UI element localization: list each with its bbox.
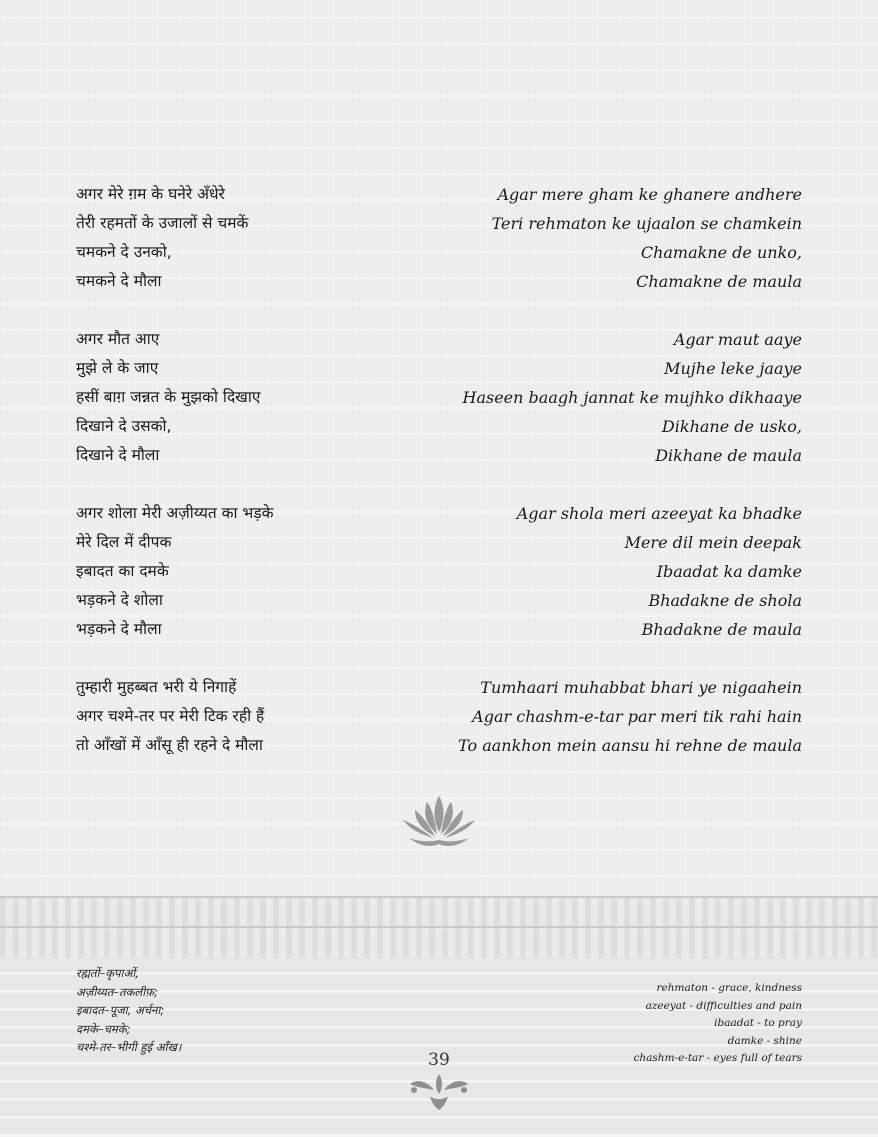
hindi-glossary <box>76 964 396 1057</box>
stanza-gap <box>422 644 802 673</box>
glossary-entry: इबादत–पूजा, अर्चना; <box>76 1003 165 1017</box>
lyric-line: Tumhaari muhabbat bhari ye nigaahein <box>480 678 802 697</box>
lyric-line: दिखाने दे उसको, <box>76 417 172 435</box>
lotus-ornament-icon <box>397 792 481 852</box>
lyric-line: Agar chashm-e-tar par meri tik rahi hain <box>472 707 802 726</box>
lyric-line: तो आँखों में आँसू ही रहने दे मौला <box>76 736 263 754</box>
glossary-entry: azeeyat - difficulties and pain <box>645 999 802 1012</box>
lyric-line: तेरी रहमतों के उजालों से चमकें <box>76 214 249 232</box>
stanza-gap <box>422 296 802 325</box>
glossary-entry: रह्मतों–कृपाओं, <box>76 966 139 980</box>
stanza-gap <box>76 644 436 673</box>
ornamental-border <box>0 898 878 958</box>
lyric-line: Mere dil mein deepak <box>624 533 802 552</box>
glossary-entry: दमके–चमके; <box>76 1021 131 1036</box>
lyric-line: चमकने दे मौला <box>76 272 162 290</box>
lyric-line: Ibaadat ka damke <box>656 562 802 581</box>
lyric-line: Mujhe leke jaaye <box>664 359 802 378</box>
lyric-line: Chamakne de unko, <box>640 243 802 262</box>
lyric-line: दिखाने दे मौला <box>76 446 160 464</box>
lyric-line: तुम्हारी मुहब्बत भरी ये निगाहें <box>76 678 237 696</box>
stanza-gap <box>76 470 436 499</box>
lyric-line: भड़कने दे शोला <box>76 591 163 609</box>
glossary-entry: damke - shine <box>727 1034 802 1047</box>
lyric-line: Agar shola meri azeeyat ka bhadke <box>516 504 802 523</box>
lyric-line: To aankhon mein aansu hi rehne de maula <box>458 736 802 755</box>
border-rule-bottom <box>0 926 878 928</box>
glossary-entry: chashm-e-tar - eyes full of tears <box>633 1052 802 1064</box>
lyric-line: इबादत का दमके <box>76 562 169 580</box>
lyric-line: Dikhane de usko, <box>661 417 802 436</box>
lyric-line: Haseen baagh jannat ke mujhko dikhaaye <box>462 388 802 407</box>
lyric-line: अगर चश्मे-तर पर मेरी टिक रही हैं <box>76 707 265 725</box>
lyric-line: Bhadakne de shola <box>648 591 802 610</box>
stanza-gap <box>422 470 802 499</box>
lyric-line: Agar maut aaye <box>673 330 802 349</box>
lyric-line: Dikhane de maula <box>655 446 802 465</box>
lyric-line: मेरे दिल में दीपक <box>76 533 172 551</box>
roman-glossary <box>482 980 802 1068</box>
lyric-line: Bhadakne de maula <box>641 620 802 639</box>
lyric-line: अगर मौत आए <box>76 330 160 348</box>
lyric-line: हसीं बाग़ जन्नत के मुझको दिखाए <box>76 388 261 406</box>
lyric-line: Agar mere gham ke ghanere andhere <box>497 185 802 204</box>
glossary-entry: ibaadat - to pray <box>714 1017 802 1029</box>
lyric-line: Chamakne de maula <box>636 272 802 291</box>
lyric-line: चमकने दे उनको, <box>76 243 172 261</box>
lyric-line: अगर मेरे ग़म के घनेरे अँधेरे <box>76 185 225 203</box>
hindi-lyrics-column <box>76 180 436 760</box>
page-number: 39 <box>428 1050 450 1070</box>
lyric-line: अगर शोला मेरी अज़ीय्यत का भड़के <box>76 504 274 522</box>
lyric-line: मुझे ले के जाए <box>76 359 159 377</box>
stanza-gap <box>76 296 436 325</box>
glossary-entry: चश्मे-तर–भीगी हुई आँख। <box>76 1040 182 1054</box>
roman-lyrics-column <box>422 180 802 760</box>
lyric-line: भड़कने दे मौला <box>76 620 162 638</box>
glossary-entry: rehmaton - grace, kindness <box>656 982 802 994</box>
scroll-ornament-icon <box>404 1070 474 1112</box>
glossary-entry: अज़ीय्यत–तकलीफ़; <box>76 984 158 999</box>
lyric-line: Teri rehmaton ke ujaalon se chamkein <box>491 214 802 233</box>
